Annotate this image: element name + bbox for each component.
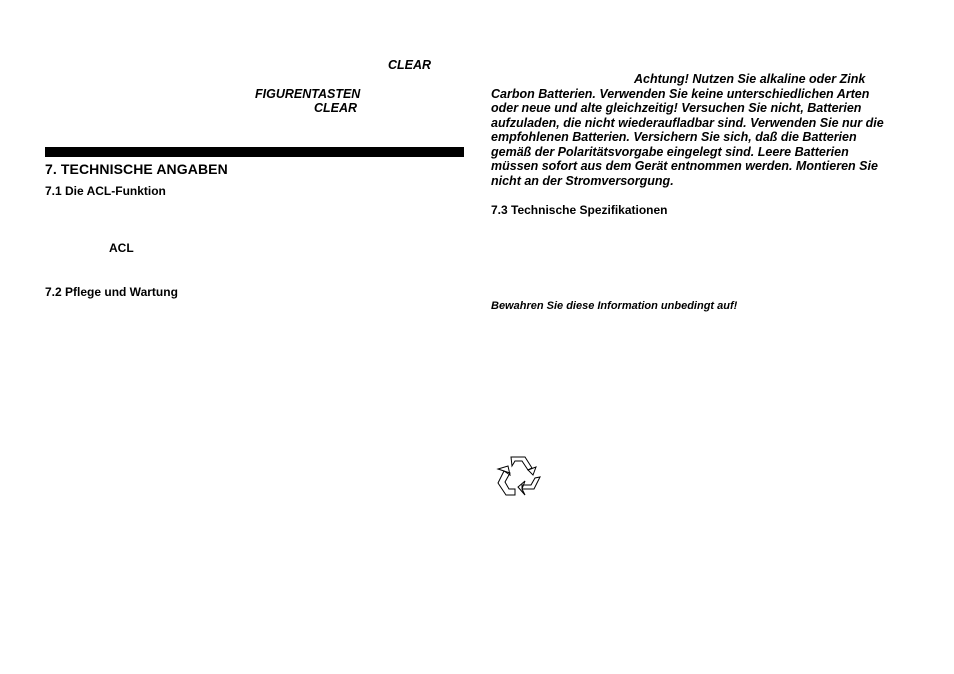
recycle-icon [494, 453, 544, 499]
subheading-7-3: 7.3 Technische Spezifikationen [491, 203, 668, 217]
warning-line: aufzuladen, die nicht wiederaufladbar sind. Verwenden Sie nur die [491, 115, 884, 130]
figurentasten-label: FIGURENTASTEN [255, 87, 361, 101]
warning-line: empfohlenen Batterien. Versichern Sie sich, daß die Batterien [491, 130, 857, 144]
clear-label-1: CLEAR [388, 58, 432, 72]
section-divider-bar [45, 147, 464, 157]
battery-warning [491, 72, 906, 188]
warning-line: nicht an der Stromversorgung. [491, 173, 674, 188]
warning-line: oder neue und alte gleichzeitig! Versuchen Sie nicht, Batterien [491, 101, 862, 115]
warning-line: Carbon Batterien. Verwenden Sie keine unterschiedlichen Arten [491, 86, 870, 101]
subheading-7-1: 7.1 Die ACL-Funktion [45, 184, 166, 198]
subheading-7-2: 7.2 Pflege und Wartung [45, 285, 178, 299]
warning-line: gemäß der Polaritätsvorgabe eingelegt sind. Leere Batterien [491, 144, 849, 159]
section-title: 7. TECHNISCHE ANGABEN [45, 161, 228, 177]
warning-line: müssen sofort aus dem Gerät entnommen werden. Montieren Sie [491, 159, 878, 173]
acl-label: ACL [109, 241, 134, 255]
keep-information-note: Bewahren Sie diese Information unbedingt auf! [491, 300, 738, 312]
clear-label-2: CLEAR [314, 101, 358, 115]
warning-line: Achtung! Nutzen Sie alkaline oder Zink [634, 72, 866, 86]
